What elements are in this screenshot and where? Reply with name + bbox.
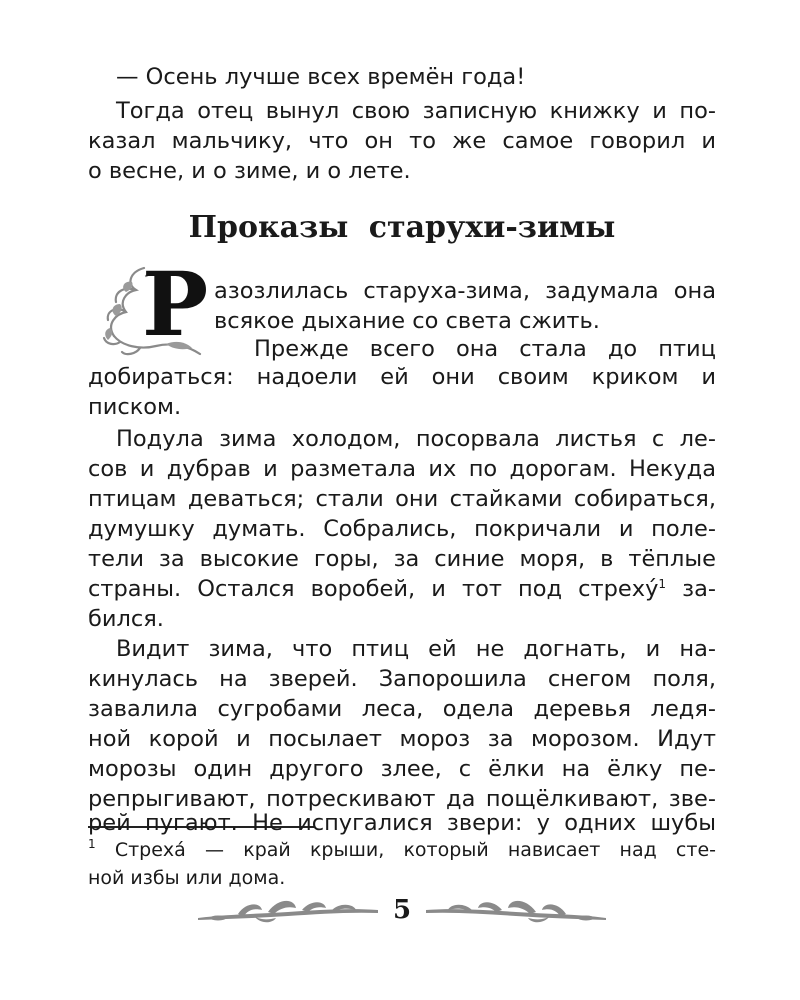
footnote-line-1 [88, 836, 716, 864]
footnote-text: Стреха́ — край крыши, который нависает над сте- [95, 839, 716, 861]
p3-line-5: морозы один другого злее, с ёлки на ёлку пе- [88, 756, 716, 782]
p3-line-1: Видит зима, что птиц ей не догнать, и на- [116, 636, 716, 662]
p2-line-6-end: за- [666, 576, 716, 602]
p1-line-2: всякое дыхание со света сжить. [214, 308, 600, 334]
p1-line-3: Прежде всего она стала до птиц [254, 336, 716, 362]
p1-line-5: писком. [88, 394, 182, 420]
footnote-ref: 1 [658, 577, 667, 591]
p2-line-3: птицам деваться; стали они стайками собираться, [88, 486, 716, 512]
p2-line-7: бился. [88, 606, 164, 632]
floral-flourish-icon [198, 892, 378, 932]
p1-line-4: добираться: надоели ей они своим криком и [88, 364, 716, 390]
p2-line-1: Подула зима холодом, посорвала листья с ле- [116, 426, 716, 452]
p3-line-7: рей пугают. Не испугалися звери: у одних шубы [88, 810, 716, 836]
floral-flourish-icon [426, 892, 606, 932]
chapter-title: Проказы старухи-зимы [188, 210, 616, 245]
p2-line-6 [88, 574, 716, 604]
p3-line-2: кинулась на зверей. Запорошила снегом поля, [88, 666, 716, 692]
p3-line-6: репрыгивают, потрескивают да пощёлкивают, зве- [88, 786, 716, 812]
p1-line-1: азозлилась старуха-зима, задумала она [214, 278, 716, 304]
intro-line-2: Тогда отец вынул свою записную книжку и по- [116, 98, 716, 124]
drop-cap [96, 252, 209, 358]
p3-line-4: ной корой и посылает мороз за морозом. Идут [88, 726, 716, 752]
book-page [88, 0, 716, 1000]
p2-line-2: сов и дубрав и разметала их по дорогам. Некуда [88, 456, 716, 482]
p2-line-5: тели за высокие горы, за синие моря, в тёплые [88, 546, 716, 572]
drop-cap-letter: Р [142, 252, 209, 356]
intro-line-4: о весне, и о зиме, и о лете. [88, 158, 411, 184]
intro-line-3: казал мальчику, что он то же самое говорил и [88, 128, 716, 154]
intro-line-1: — Осень лучше всех времён года! [116, 64, 526, 90]
footnote-line-2: ной избы или дома. [88, 867, 286, 889]
page-number: 5 [392, 895, 412, 925]
p2-line-6-text: страны. Остался воробей, и тот под стреху́ [88, 576, 659, 602]
p2-line-4: думушку думать. Собрались, покричали и поле- [88, 516, 716, 542]
p3-line-3: завалила сугробами леса, одела деревья ледя- [88, 696, 716, 722]
footnote-marker: 1 [88, 837, 96, 851]
